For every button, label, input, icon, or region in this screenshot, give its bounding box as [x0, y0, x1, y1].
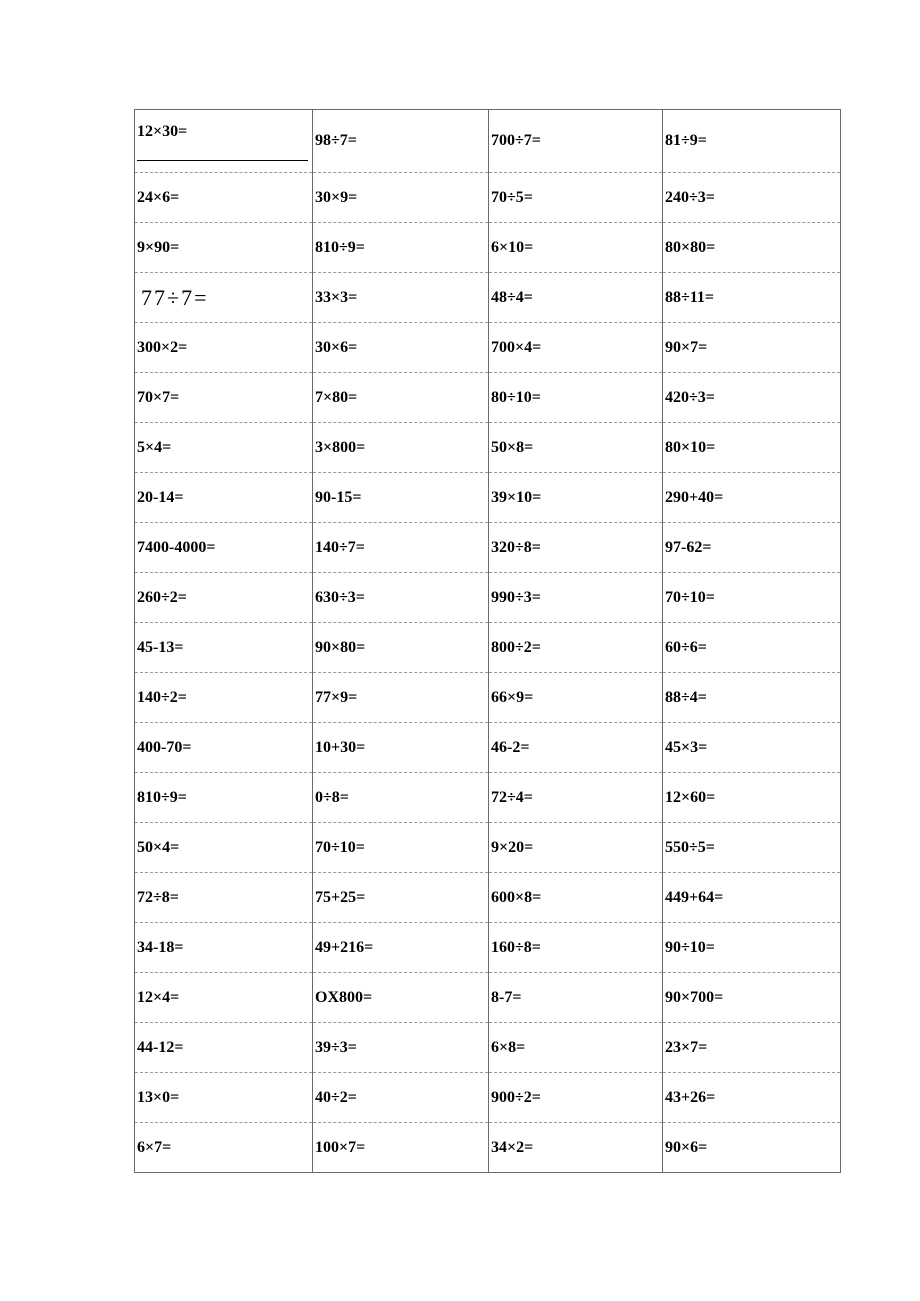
problem-cell: 50×8= [489, 423, 663, 473]
problem-cell: 10+30= [313, 723, 489, 773]
problem-cell: 88÷4= [663, 673, 841, 723]
problem-cell: 900÷2= [489, 1073, 663, 1123]
table-row [135, 773, 841, 823]
problem-cell: 449+64= [663, 873, 841, 923]
problem-cell: 320÷8= [489, 523, 663, 573]
problem-cell: 550÷5= [663, 823, 841, 873]
problem-cell: 260÷2= [135, 573, 313, 623]
problem-cell: 160÷8= [489, 923, 663, 973]
problem-cell: 72÷4= [489, 773, 663, 823]
problem-cell: 50×4= [135, 823, 313, 873]
problem-cell: 90÷10= [663, 923, 841, 973]
problem-cell: 6×8= [489, 1023, 663, 1073]
table-row [135, 423, 841, 473]
problem-cell: 810÷9= [135, 773, 313, 823]
problem-cell: 88÷11= [663, 273, 841, 323]
table-row [135, 110, 841, 173]
table-row [135, 1073, 841, 1123]
problem-cell: 140÷7= [313, 523, 489, 573]
table-row [135, 723, 841, 773]
table-row [135, 223, 841, 273]
problem-cell: 12×30= [135, 110, 313, 173]
problem-cell: 30×9= [313, 173, 489, 223]
problem-cell: 60÷6= [663, 623, 841, 673]
problem-cell: 7400-4000= [135, 523, 313, 573]
problem-cell: 34-18= [135, 923, 313, 973]
problem-cell: 33×3= [313, 273, 489, 323]
problem-cell: 39×10= [489, 473, 663, 523]
problem-cell: 70×7= [135, 373, 313, 423]
worksheet-body [135, 110, 841, 1173]
problem-cell: 7×80= [313, 373, 489, 423]
problem-cell: 800÷2= [489, 623, 663, 673]
table-row [135, 823, 841, 873]
table-row [135, 473, 841, 523]
problem-cell: 90×7= [663, 323, 841, 373]
problem-cell: 70÷10= [663, 573, 841, 623]
problem-cell: 70÷10= [313, 823, 489, 873]
problem-cell: 77×9= [313, 673, 489, 723]
table-row [135, 1123, 841, 1173]
table-row [135, 173, 841, 223]
problem-cell: 49+216= [313, 923, 489, 973]
problem-cell: 240÷3= [663, 173, 841, 223]
problem-cell: 990÷3= [489, 573, 663, 623]
problem-cell: 700×4= [489, 323, 663, 373]
problem-cell: 5×4= [135, 423, 313, 473]
problem-cell: 140÷2= [135, 673, 313, 723]
problem-cell: 90-15= [313, 473, 489, 523]
table-row [135, 873, 841, 923]
problem-cell: 90×80= [313, 623, 489, 673]
problem-cell: 9×90= [135, 223, 313, 273]
problem-cell: 66×9= [489, 673, 663, 723]
table-row [135, 573, 841, 623]
table-row [135, 323, 841, 373]
problem-cell: 810÷9= [313, 223, 489, 273]
problem-cell: 80×10= [663, 423, 841, 473]
problem-cell: 80×80= [663, 223, 841, 273]
problem-cell: 98÷7= [313, 110, 489, 173]
arithmetic-worksheet-table [134, 109, 841, 1173]
table-row [135, 1023, 841, 1073]
problem-cell: 43+26= [663, 1073, 841, 1123]
problem-cell: 420÷3= [663, 373, 841, 423]
problem-cell: 8-7= [489, 973, 663, 1023]
problem-cell: 6×7= [135, 1123, 313, 1173]
problem-cell: 0÷8= [313, 773, 489, 823]
table-row [135, 973, 841, 1023]
problem-cell: 9×20= [489, 823, 663, 873]
problem-cell: 600×8= [489, 873, 663, 923]
problem-cell: 300×2= [135, 323, 313, 373]
problem-cell: 100×7= [313, 1123, 489, 1173]
problem-cell: 34×2= [489, 1123, 663, 1173]
problem-cell: 46-2= [489, 723, 663, 773]
problem-cell: OX800= [313, 973, 489, 1023]
problem-cell: 630÷3= [313, 573, 489, 623]
problem-cell: 30×6= [313, 323, 489, 373]
problem-cell: 20-14= [135, 473, 313, 523]
problem-cell: 12×60= [663, 773, 841, 823]
problem-cell: 24×6= [135, 173, 313, 223]
table-row [135, 373, 841, 423]
problem-cell: 75+25= [313, 873, 489, 923]
table-row [135, 673, 841, 723]
problem-cell: 45-13= [135, 623, 313, 673]
problem-cell: 70÷5= [489, 173, 663, 223]
problem-cell: 97-62= [663, 523, 841, 573]
problem-cell: 6×10= [489, 223, 663, 273]
problem-cell: 3×800= [313, 423, 489, 473]
table-row [135, 273, 841, 323]
problem-cell: 12×4= [135, 973, 313, 1023]
problem-cell: 40÷2= [313, 1073, 489, 1123]
problem-cell: 81÷9= [663, 110, 841, 173]
problem-cell: 90×6= [663, 1123, 841, 1173]
table-row [135, 523, 841, 573]
problem-cell: 39÷3= [313, 1023, 489, 1073]
table-row [135, 923, 841, 973]
problem-cell: 80÷10= [489, 373, 663, 423]
problem-cell: 90×700= [663, 973, 841, 1023]
problem-cell: 290+40= [663, 473, 841, 523]
problem-cell: 700÷7= [489, 110, 663, 173]
problem-cell: 45×3= [663, 723, 841, 773]
problem-cell: 44-12= [135, 1023, 313, 1073]
problem-cell: 23×7= [663, 1023, 841, 1073]
table-row [135, 623, 841, 673]
problem-cell: 77÷7= [135, 273, 313, 323]
problem-cell: 400-70= [135, 723, 313, 773]
problem-cell: 72÷8= [135, 873, 313, 923]
problem-cell: 13×0= [135, 1073, 313, 1123]
problem-cell: 48÷4= [489, 273, 663, 323]
